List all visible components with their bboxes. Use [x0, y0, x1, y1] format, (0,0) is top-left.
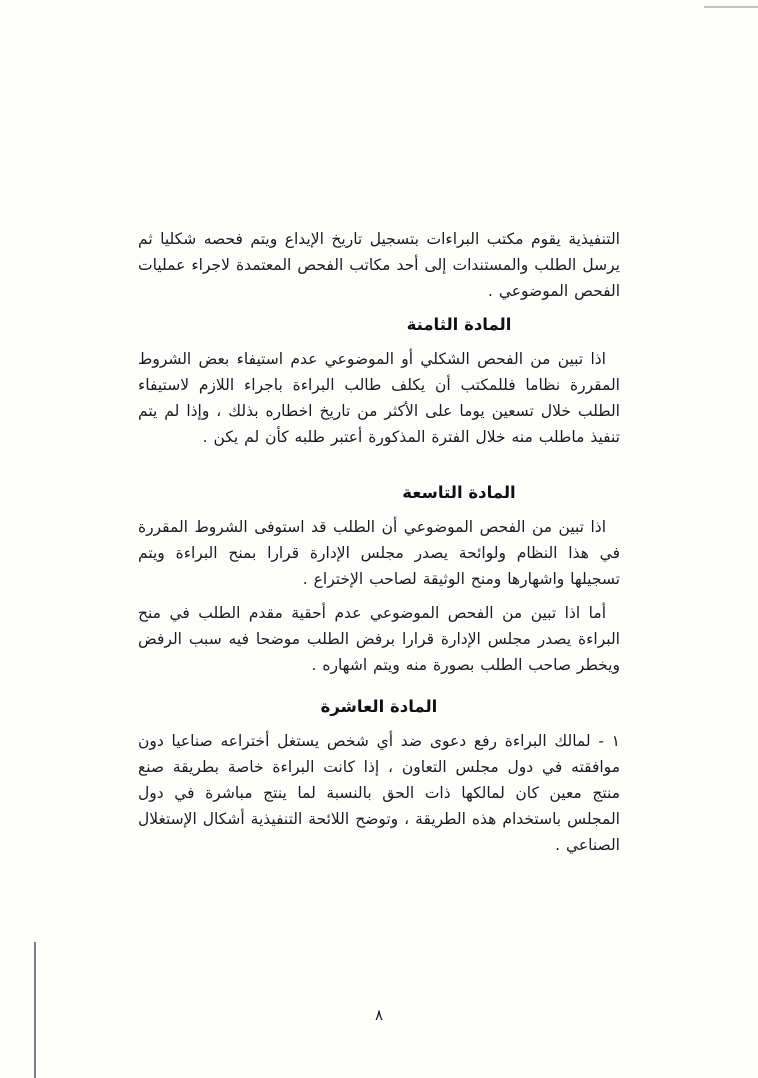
page-number: ٨ — [374, 1006, 384, 1024]
paragraph-continuation: التنفيذية يقوم مكتب البراءات بتسجيل تاريخ الإيداع ويتم فحصه شكليا ثم يرسل الطلب والمستندات إلى أحد مكاتب الفحص المعتمدة لاجراء عمليات الفحص الموضوعي . — [138, 230, 620, 300]
document-text-column — [138, 226, 620, 866]
paragraph-article-ten-item-1: ١ - لمالك البراءة رفع دعوى ضد أي شخص يستغل أختراعه صناعيا دون موافقته في دول مجلس التعاون ، إذا كانت البراءة خاصة بطريقة صنع منتج معين كان لمالكها ذات الحق بالنسبة لما ينتج مباشرة في دول المجلس باستخدام هذه الطريقة ، وتوضح اللائحة التنفيذية أشكال الإستغلال الصناعي . — [138, 732, 620, 854]
paragraph-article-eight: اذا تبين من الفحص الشكلي أو الموضوعي عدم استيفاء بعض الشروط المقررة نظاما فللمكتب أن يكلف طالب البراءة باجراء اللازم لاستيفاء الطلب خلال تسعين يوما على الأكثر من تاريخ اخطاره بذلك ، وإذا لم يتم تنفيذ ماطلب منه خلال الفترة المذكورة أعتبر طلبه كأن لم يكن . — [138, 350, 620, 446]
scan-artifact-top-edge — [704, 6, 758, 8]
scan-artifact-left-edge — [34, 942, 36, 1078]
paragraph-article-nine-grant: اذا تبين من الفحص الموضوعي أن الطلب قد استوفى الشروط المقررة في هذا النظام ولوائحة يصدر مجلس الإدارة قرارا بمنح البراءة ويتم تسجيلها واشهارها ومنح الوثيقة لصاحب الإختراع . — [138, 518, 620, 588]
paragraph-article-nine-rejection: أما اذا تبين من الفحص الموضوعي عدم أحقية مقدم الطلب في منح البراءة يصدر مجلس الإدارة قرارا برفض الطلب موضحا فيه سبب الرفض ويخطر صاحب الطلب بصورة منه ويتم اشهاره . — [138, 604, 620, 674]
article-heading-ten: المادة العاشرة — [320, 697, 438, 716]
article-heading-nine: المادة التاسعة — [402, 483, 516, 502]
article-heading-eight: المادة الثامنة — [406, 315, 512, 334]
